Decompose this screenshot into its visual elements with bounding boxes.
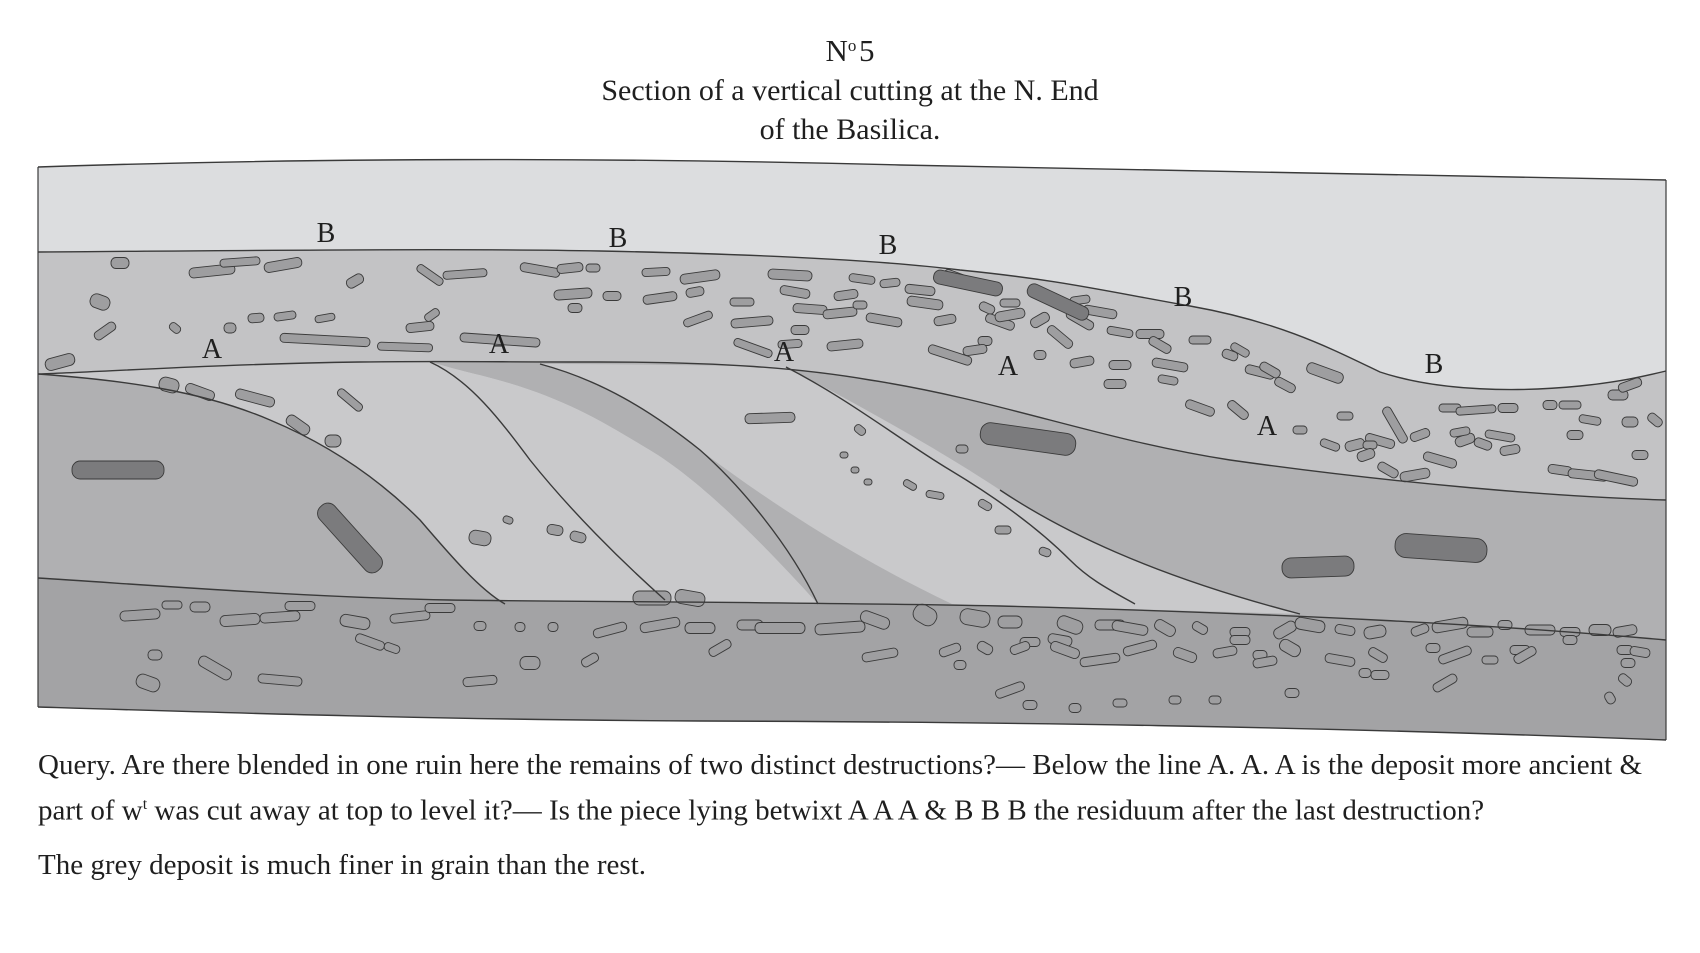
stone-fragment — [730, 298, 754, 306]
stone-fragment — [791, 326, 809, 335]
stone-fragment — [880, 278, 901, 288]
stone-fragment — [1621, 659, 1635, 668]
stone-fragment — [1104, 380, 1126, 389]
dark-stone-slab — [1282, 556, 1355, 579]
stone-fragment — [120, 609, 161, 622]
stone-fragment — [954, 661, 966, 670]
stone-fragment — [768, 269, 812, 281]
stone-fragment — [1359, 669, 1371, 678]
stone-fragment — [1467, 627, 1493, 637]
stone-fragment — [285, 602, 315, 611]
stone-fragment — [642, 267, 670, 276]
stone-fragment — [260, 611, 301, 624]
stone-fragment — [554, 288, 593, 301]
stone-fragment — [995, 526, 1011, 534]
caption — [38, 745, 1678, 885]
stone-fragment — [515, 623, 525, 632]
stone-fragment — [755, 623, 805, 634]
label-a-2: A — [488, 329, 510, 360]
stone-fragment — [1293, 426, 1307, 434]
stone-fragment — [603, 292, 621, 301]
stone-fragment — [793, 303, 828, 314]
stone-fragment — [685, 623, 715, 634]
stone-fragment — [586, 264, 600, 272]
stone-fragment — [956, 445, 968, 453]
stone-fragment — [1113, 699, 1127, 707]
stone-fragment — [1363, 441, 1377, 449]
stone-fragment — [998, 616, 1022, 628]
label-b-2: B — [608, 223, 628, 254]
stone-fragment — [1136, 330, 1164, 339]
stone-fragment — [1285, 689, 1299, 698]
stone-fragment — [425, 604, 455, 613]
stone-fragment — [548, 623, 558, 632]
stone-fragment — [1034, 351, 1046, 360]
stone-fragment — [224, 323, 236, 333]
stone-fragment — [148, 650, 162, 660]
title-line-1: Section of a vertical cutting at the N. End — [601, 74, 1099, 107]
stone-fragment — [162, 601, 182, 609]
stone-fragment — [1023, 701, 1037, 710]
stone-fragment — [1189, 336, 1211, 344]
label-b-5: B — [1424, 349, 1444, 380]
stone-fragment — [1169, 696, 1181, 704]
stone-fragment — [325, 435, 341, 447]
stone-fragment — [853, 301, 867, 309]
stone-fragment — [1543, 401, 1557, 410]
plate-number-value: 5 — [858, 33, 875, 68]
label-a-1: A — [201, 334, 223, 365]
stone-fragment — [377, 342, 432, 352]
stone-fragment — [568, 304, 582, 313]
stone-fragment — [1622, 417, 1638, 427]
stone-fragment — [248, 313, 265, 323]
stone-fragment — [1498, 404, 1518, 413]
caption-note: The grey deposit is much finer in grain than the rest. — [38, 848, 647, 881]
stone-fragment — [1567, 431, 1583, 440]
stone-fragment — [1371, 671, 1389, 680]
stone-fragment — [220, 613, 261, 627]
stone-fragment — [1337, 412, 1353, 420]
dark-stone-slab — [72, 461, 164, 479]
stone-fragment — [1632, 451, 1648, 460]
label-b-3: B — [878, 230, 898, 261]
stone-fragment — [633, 591, 671, 605]
stone-fragment — [745, 412, 795, 424]
stone-fragment — [520, 657, 540, 670]
label-b-1: B — [316, 218, 336, 249]
stone-fragment — [1000, 299, 1020, 307]
strata-group — [30, 150, 1680, 760]
title-line-2: of the Basilica. — [759, 113, 941, 146]
stone-fragment — [840, 452, 848, 458]
label-a-5: A — [1256, 411, 1278, 442]
stone-fragment — [864, 479, 872, 485]
stone-fragment — [1426, 644, 1440, 653]
stone-fragment — [978, 337, 992, 346]
stone-fragment — [1230, 636, 1250, 645]
stone-fragment — [474, 622, 486, 631]
stone-fragment — [1069, 704, 1081, 713]
label-a-3: A — [773, 337, 795, 368]
stone-fragment — [1482, 656, 1498, 664]
plate-prefix: N — [825, 33, 848, 68]
stone-fragment — [190, 602, 210, 612]
stone-fragment — [1559, 401, 1581, 409]
stone-fragment — [1563, 636, 1577, 645]
stone-fragment — [1209, 696, 1221, 704]
label-a-4: A — [997, 351, 1019, 382]
caption-query: Query. Are there blended in one ruin here the remains of two distinct destructions?— Below the line A. A. A is the deposit more ancient & part of $w^t$ was cut away at top to level it?— Is the piece lying betwixt A A A & B B B the residuum after the last destruction? — [38, 749, 1643, 827]
stone-fragment — [1109, 361, 1131, 370]
plate-prefix-mark: o — [847, 36, 857, 55]
label-b-4: B — [1173, 282, 1193, 313]
stone-fragment — [111, 258, 129, 269]
stone-fragment — [851, 467, 859, 473]
